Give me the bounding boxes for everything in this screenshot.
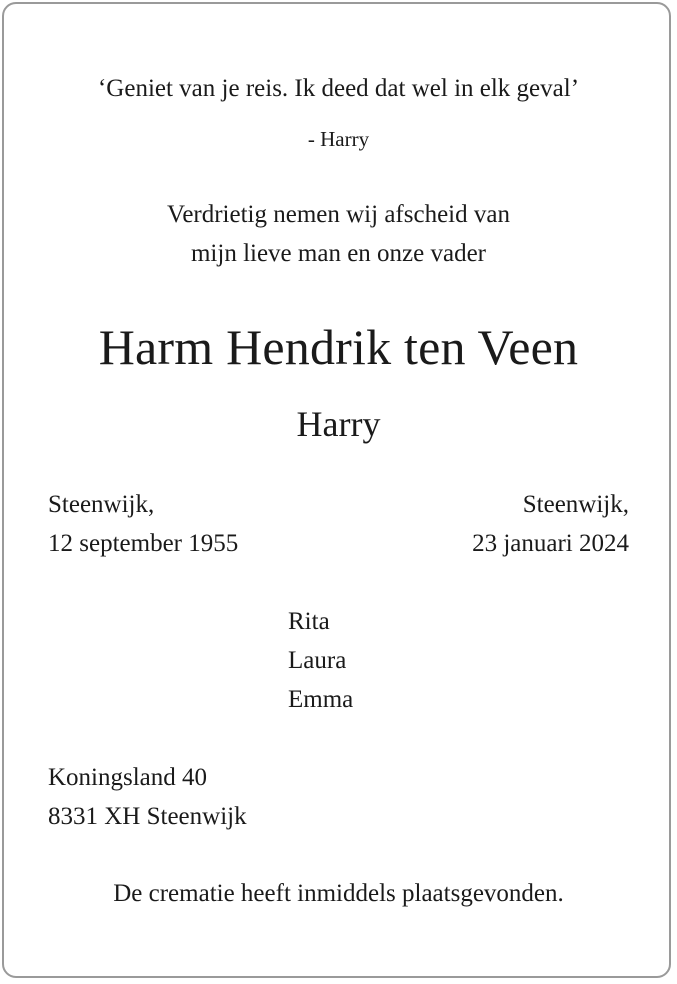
survivor-name: Emma [288, 686, 354, 713]
address-postal-city: 8331 XH Steenwijk [48, 803, 247, 830]
quote: ‘Geniet van je reis. Ik deed dat wel in elk geval’ [97, 75, 580, 102]
survivor-name: Rita [288, 608, 330, 635]
survivor-name: Laura [288, 647, 347, 674]
intro-line-2: mijn lieve man en onze vader [190, 240, 487, 267]
death-place: Steenwijk, [522, 491, 629, 518]
intro-line-1: Verdrietig nemen wij afscheid van [167, 201, 510, 228]
closing-note: De crematie heeft inmiddels plaatsgevonden. [113, 880, 564, 907]
deceased-nickname: Harry [296, 404, 381, 444]
death-date: 23 januari 2024 [472, 530, 629, 557]
quote-author: - Harry [307, 127, 370, 151]
birth-date: 12 september 1955 [48, 530, 239, 557]
birth-place: Steenwijk, [48, 491, 155, 518]
deceased-full-name: Harm Hendrik ten Veen [98, 319, 579, 375]
address-street: Koningsland 40 [48, 764, 208, 791]
